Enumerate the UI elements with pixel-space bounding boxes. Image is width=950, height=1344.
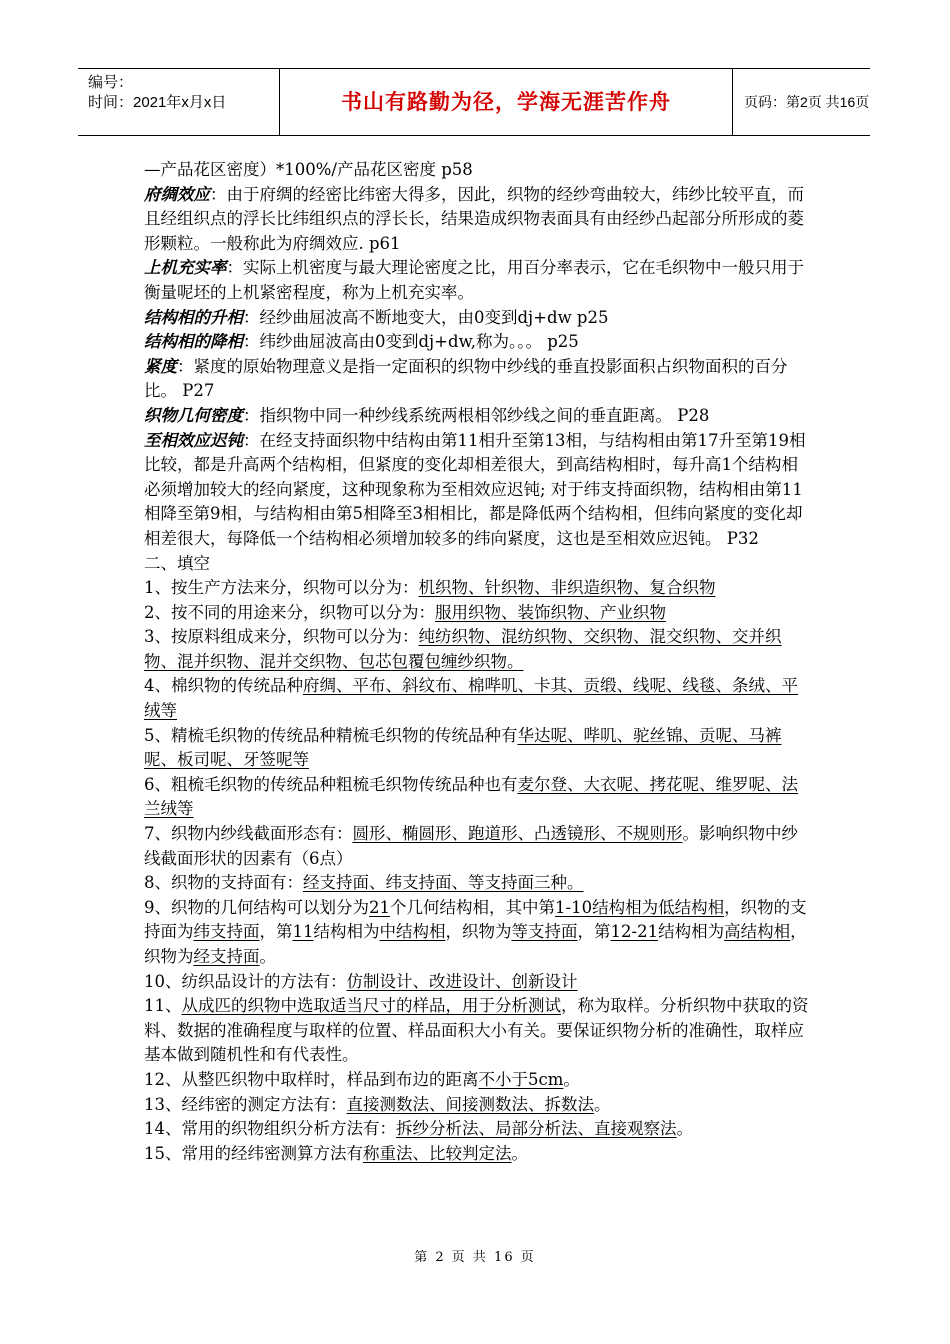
paragraph [144,404,814,429]
body-text: 10、纺织品设计的方法有： [144,971,347,991]
answer-text: 1-10结构相为低结构相 [555,897,725,917]
answer-text: 圆形、椭圆形、跑道形、凸透镜形、不规则形 [352,824,683,844]
body-text: ：由于府绸的经密比纬密大得多，因此，织物的经纱弯曲较大，纬纱比较平直，而且经组织点的浮长比纬组织点的浮长长，结果造成织物表面具有由经纱凸起部分所形成的菱形颗粒。一般称此为府绸效应. p61 [144,184,804,253]
paragraph [144,1068,814,1093]
page-header [78,68,870,136]
paragraph [144,330,814,355]
paragraph [144,822,814,871]
answer-text: 高结构相 [724,922,791,942]
answer-text: 21 [369,897,390,917]
body-text: 。 [563,1069,580,1089]
body-text: 1、按生产方法来分，织物可以分为： [144,578,419,598]
body-text: ：实际上机密度与最大理论密度之比，用百分率表示，它在毛织物中一般只用于衡量呢坯的上机紧密程度，称为上机充实率。 [144,258,804,302]
body-text: ，织物的支持面为 [144,897,807,942]
body-text: ：经纱曲屈波高不断地变大，由0变到dj+dw p25 [243,307,609,327]
paragraph [144,576,814,601]
paragraph [144,625,814,674]
body-text: 5、精梳毛织物的传统品种精梳毛织物的传统品种有 [144,725,518,745]
body-text: 。影响织物中纱线截面形状的因素有（6点） [144,824,798,868]
term-label: 结构相的升相 [144,307,243,327]
paragraph [144,552,814,577]
body-text: 6、粗梳毛织物的传统品种粗梳毛织物传统品种也有 [144,774,518,794]
paragraph [144,1142,814,1167]
paragraph [144,773,814,822]
body-text: 二、填空 [144,553,210,573]
paragraph [144,994,814,1068]
body-text: ：纬纱曲屈波高由0变到dj+dw,称为。。。 p25 [243,332,579,352]
paragraph [144,256,814,305]
header-page-info: 页码：第2页 共16页 [744,94,870,110]
body-text: ，第 [577,922,611,942]
body-text: 8、织物的支持面有： [144,873,303,893]
date-label: 时间：2021年x月x日 [88,94,227,111]
paragraph [144,970,814,995]
answer-text: 拆纱分析法、局部分析法、直接观察法 [396,1119,677,1139]
body-text: ，织物为 [445,922,512,942]
body-text: 9、织物的几何结构可以划分为 [144,897,369,917]
paragraph [144,306,814,331]
document-body [144,158,814,1166]
paragraph [144,896,814,970]
paragraph [144,724,814,773]
paragraph [144,1117,814,1142]
answer-text: 经支持面 [193,947,260,966]
term-label: 织物几何密度 [144,405,243,425]
body-text: 个几何结构相，其中第 [390,897,555,917]
answer-text: 纬支持面 [193,922,260,942]
body-text: 。 [259,947,276,966]
body-text: 。 [676,1119,693,1139]
paragraph [144,674,814,723]
paragraph [144,183,814,257]
paragraph [144,355,814,404]
term-label: 紧度 [144,356,177,376]
header-motto: 书山有路勤为径，学海无涯苦作舟 [280,69,733,135]
page-footer: 第 2 页 共 16 页 [414,1250,536,1265]
header-meta [78,69,280,135]
answer-text: 经支持面、纬支持面、等支持面三种。 [303,873,584,893]
body-text: ：紧度的原始物理意义是指一定面积的织物中纱线的垂直投影面积占织物面积的百分比。 P27 [144,356,788,401]
answer-text: 从成匹的织物中选取适当尺寸的样品，用于分析测试 [181,996,561,1016]
body-text: 13、经纬密的测定方法有： [144,1094,347,1114]
answer-text: 仿制设计、改进设计、创新设计 [346,971,578,991]
body-text: 3、按原料组成来分，织物可以分为： [144,627,419,647]
paragraph [144,1093,814,1118]
answer-text: 服用织物、装饰织物、产业织物 [435,602,666,622]
body-text: 11、 [144,996,182,1016]
answer-text: 12-21 [610,922,659,942]
answer-text: 不小于5cm [478,1069,564,1089]
body-text: ，称为取样。分析织物中获取的资料、数据的准确程度与取样的位置、样品面积大小有关。要保证织物分析的准确性，取样应基本做到随机性和有代表性。 [144,996,809,1065]
answer-text: 麦尔登、大衣呢、拷花呢、维罗呢、法兰绒等 [144,774,798,819]
answer-text: 直接测数法、间接测数法、拆数法 [346,1094,594,1114]
body-text: ，织物为 [144,922,807,966]
answer-text: 中结构相 [379,922,446,942]
paragraph [144,158,814,183]
paragraph [144,871,814,896]
body-text: 结构相为 [313,922,380,942]
paragraph [144,429,814,552]
body-text: 2、按不同的用途来分，织物可以分为： [144,602,435,622]
answer-text: 纯纺织物、混纺织物、交织物、混交织物、交并织物、混并织物、混并交织物、包芯包覆包缠纱织物。 [144,627,782,671]
number-label: 编号： [88,74,134,91]
term-label: 府绸效应 [144,184,210,204]
body-text: 14、常用的织物组织分析方法有： [144,1119,396,1139]
term-label: 上机充实率 [144,258,227,278]
body-text: —产品花区密度）*100%/产品花区密度 p58 [144,160,473,179]
answer-text: 华达呢、哔叽、驼丝锦、贡呢、马裤呢、板司呢、牙签呢等 [144,725,782,770]
term-label: 至相效应迟钝 [144,430,243,450]
body-text: 15、常用的经纬密测算方法有 [144,1143,363,1163]
body-text: 。 [511,1143,528,1163]
body-text: 。 [594,1094,611,1114]
body-text: 结构相为 [658,922,725,942]
body-text: ，第 [259,922,293,942]
body-text: 7、织物内纱线截面形态有： [144,824,353,844]
body-text: ：指织物中同一种纱线系统两根相邻纱线之间的垂直距离。 P28 [243,405,710,425]
body-text: 12、从整匹织物中取样时，样品到布边的距离 [144,1069,479,1089]
answer-text: 等支持面 [511,922,578,942]
paragraph [144,601,814,626]
answer-text: 称重法、比较判定法 [363,1143,512,1163]
term-label: 结构相的降相 [144,332,243,352]
body-text: 4、棉织物的传统品种 [144,676,303,696]
answer-text: 机织物、针织物、非织造织物、复合织物 [418,578,716,598]
answer-text: 11 [292,922,314,942]
body-text: ：在经支持面织物中结构由第11相升至第13相，与结构相由第17升至第19相比较，都是升高两个结构相，但紧度的变化却相差很大，到高结构相时，每升高1个结构相必须增加较大的经向紧度，这种现象称为至相效应迟钝; 对于纬支持面织物，结构相由第11相降至第9相，与结构相由第5相降至3相相比，都是降低两个结构相，但纬向紧度的变化却相差很大，每降低一个结构相必须增加较多的纬向紧度，这也是至相效应迟钝。 P32 [144,430,806,548]
answer-text: 府绸、平布、斜纹布、棉哔叽、卡其、贡缎、线呢、线毯、条绒、平绒等 [144,676,798,721]
